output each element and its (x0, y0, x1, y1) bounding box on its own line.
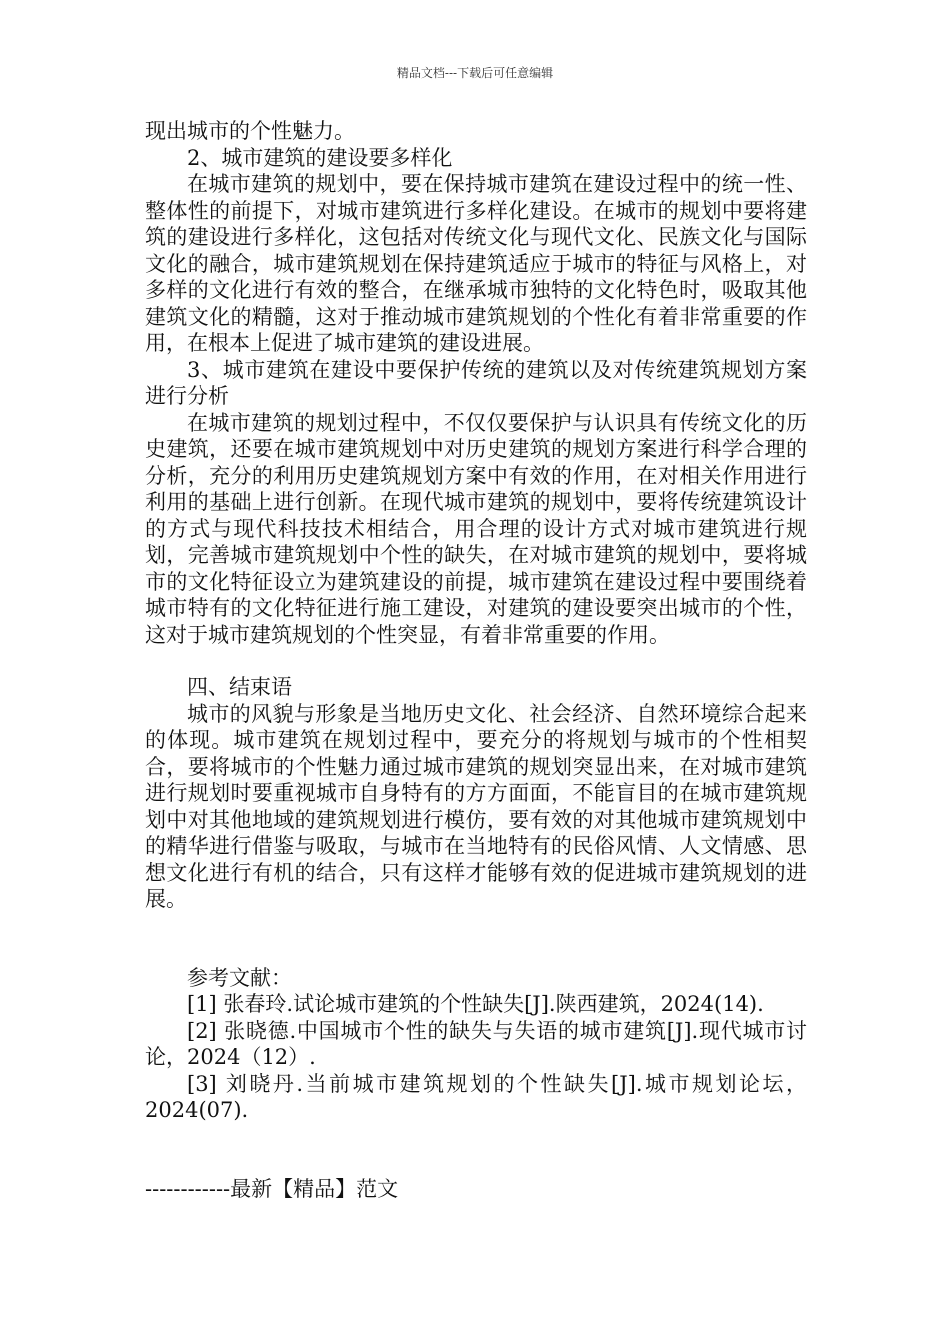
document-body (145, 118, 807, 1202)
paragraph-section-3: 在城市建筑的规划过程中，不仅仅要保护与认识具有传统文化的历史建筑，还要在城市建筑规划中对历史建筑的规划方案进行科学合理的分析，充分的利用历史建筑规划方案中有效的作用，在对相关作用进行利用的基础上进行创新。在现代城市建筑的规划中，要将传统建筑设计的方式与现代科技技术相结合，用合理的设计方式对城市建筑进行规划，完善城市建筑规划中个性的缺失，在对城市建筑的规划中，要将城市的文化特征设立为建筑建设的前提，城市建筑在建设过程中要围绕着城市特有的文化特征进行施工建设，对建筑的建设要突出城市的个性，这对于城市建筑规划的个性突显，有着非常重要的作用。 (145, 410, 807, 647)
reference-item-2: [2] 张晓德.中国城市个性的缺失与失语的城市建筑[J].现代城市讨论，2024（12）. (145, 1018, 807, 1069)
section-heading-2: 2、城市建筑的建设要多样化 (187, 145, 453, 170)
reference-item-1: [1] 张春玲.试论城市建筑的个性缺失[J].陕西建筑，2024(14). (187, 992, 764, 1016)
spacer (145, 1124, 807, 1176)
footer-banner: ------------最新【精品】范文 (145, 1176, 399, 1201)
section-heading-3: 3、城市建筑在建设中要保护传统的建筑以及对传统建筑规划方案进行分析 (145, 357, 807, 408)
references-heading: 参考文献： (187, 965, 292, 990)
spacer (145, 648, 807, 674)
paragraph-section-2: 在城市建筑的规划中，要在保持城市建筑在建设过程中的统一性、整体性的前提下，对城市建筑进行多样化建设。在城市的规划中要将建筑的建设进行多样化，这包括对传统文化与现代文化、民族文化与国际文化的融合，城市建筑规划在保持建筑适应于城市的特征与风格上，对多样的文化进行有效的整合，在继承城市独特的文化特色时，吸取其他建筑文化的精髓，这对于推动城市建筑规划的个性化有着非常重要的作用，在根本上促进了城市建筑的建设进展。 (145, 172, 807, 355)
spacer (145, 913, 807, 965)
paragraph-continuation: 现出城市的个性魅力。 (145, 119, 355, 143)
paragraph-conclusion: 城市的风貌与形象是当地历史文化、社会经济、自然环境综合起来的体现。城市建筑在规划过程中，要充分的将规划与城市的个性相契合，要将城市的个性魅力通过城市建筑的规划突显出来，在对城市建筑进行规划时要重视城市自身特有的方方面面，不能盲目的在城市建筑规划中对其他地域的建筑规划进行模仿，要有效的对其他城市建筑规划中的精华进行借鉴与吸取，与城市在当地特有的民俗风情、人文情感、思想文化进行有机的结合，只有这样才能够有效的促进城市建筑规划的进展。 (145, 701, 807, 911)
page-header: 精品文档---下载后可任意编辑 (396, 66, 554, 80)
reference-item-3: [3] 刘晓丹.当前城市建筑规划的个性缺失[J].城市规划论坛，2024(07). (145, 1071, 807, 1122)
section-heading-conclusion: 四、结束语 (187, 675, 292, 699)
